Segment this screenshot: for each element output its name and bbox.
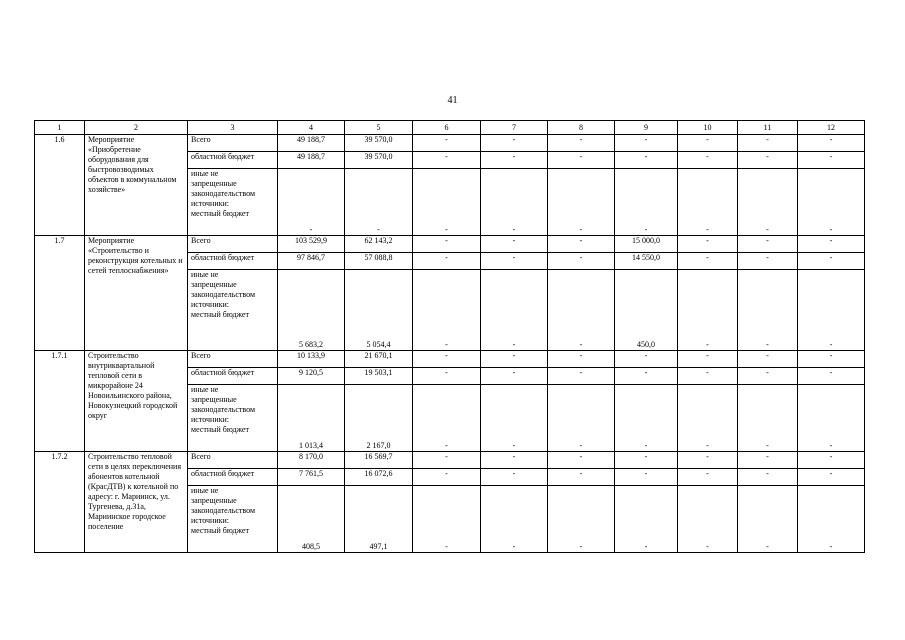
value-cell: 10 133,9 [278, 351, 345, 368]
value-cell: - [798, 169, 865, 236]
value-cell: - [678, 169, 738, 236]
value-cell: - [413, 169, 481, 236]
value-cell: - [738, 385, 798, 452]
value-cell: - [615, 351, 678, 368]
source-other-line: запрещенные [191, 496, 237, 505]
value-cell: - [798, 253, 865, 270]
source-other-line: законодательством [191, 290, 256, 299]
value-cell: 21 670,1 [345, 351, 413, 368]
value-cell: - [738, 236, 798, 253]
source-regional-label: областной бюджет [188, 253, 278, 270]
value-cell: - [481, 236, 548, 253]
table-row [35, 452, 865, 469]
value-cell: 39 570,0 [345, 135, 413, 152]
source-other-line: источники: [191, 199, 229, 208]
value-cell: 450,0 [615, 270, 678, 351]
source-other-line: законодательством [191, 405, 256, 414]
value-cell: - [738, 351, 798, 368]
column-header: 6 [413, 121, 481, 135]
value-cell: - [413, 469, 481, 486]
value-cell: - [615, 385, 678, 452]
source-regional-label: областной бюджет [188, 152, 278, 169]
value-cell: - [481, 469, 548, 486]
value-cell: - [798, 270, 865, 351]
value-cell: 49 188,7 [278, 152, 345, 169]
value-cell: - [413, 368, 481, 385]
column-header: 12 [798, 121, 865, 135]
item-number: 1.7.1 [35, 351, 85, 452]
value-cell: - [548, 486, 615, 553]
column-header: 1 [35, 121, 85, 135]
value-cell: - [798, 452, 865, 469]
source-other-line: законодательством [191, 189, 256, 198]
value-cell: 5 683,2 [278, 270, 345, 351]
source-regional-label: областной бюджет [188, 469, 278, 486]
value-cell: - [481, 385, 548, 452]
value-cell: - [798, 135, 865, 152]
value-cell: - [278, 169, 345, 236]
value-cell: - [345, 169, 413, 236]
column-header: 10 [678, 121, 738, 135]
source-other-line: законодательством [191, 506, 256, 515]
value-cell: - [413, 135, 481, 152]
item-number: 1.6 [35, 135, 85, 236]
value-cell: - [678, 135, 738, 152]
source-other-line: запрещенные [191, 280, 237, 289]
item-name: Мероприятие «Строительство и реконструкция котельных и сетей теплоснабжения» [85, 236, 188, 351]
value-cell: - [678, 351, 738, 368]
value-cell: - [481, 152, 548, 169]
value-cell: - [413, 351, 481, 368]
value-cell: 15 000,0 [615, 236, 678, 253]
item-number: 1.7 [35, 236, 85, 351]
source-other-line: источники: [191, 516, 229, 525]
value-cell: - [798, 236, 865, 253]
value-cell: - [678, 152, 738, 169]
value-cell: - [548, 469, 615, 486]
value-cell: - [548, 253, 615, 270]
value-cell: - [481, 368, 548, 385]
value-cell: - [738, 486, 798, 553]
column-header: 11 [738, 121, 798, 135]
source-other-line: источники: [191, 415, 229, 424]
value-cell: - [678, 236, 738, 253]
value-cell: 57 088,8 [345, 253, 413, 270]
value-cell: 103 529,9 [278, 236, 345, 253]
value-cell: - [481, 270, 548, 351]
item-number: 1.7.2 [35, 452, 85, 553]
column-header: 2 [85, 121, 188, 135]
value-cell: - [798, 351, 865, 368]
column-header: 7 [481, 121, 548, 135]
value-cell: - [615, 452, 678, 469]
value-cell: 16 569,7 [345, 452, 413, 469]
value-cell: - [798, 152, 865, 169]
value-cell: - [738, 169, 798, 236]
value-cell: 14 550,0 [615, 253, 678, 270]
value-cell: 5 054,4 [345, 270, 413, 351]
source-other-label [188, 169, 278, 236]
value-cell: - [413, 452, 481, 469]
value-cell: - [548, 351, 615, 368]
value-cell: - [481, 486, 548, 553]
source-total-label: Всего [188, 351, 278, 368]
table-row [35, 135, 865, 152]
source-local-label: местный бюджет [191, 425, 249, 434]
value-cell: - [798, 469, 865, 486]
value-cell: - [615, 486, 678, 553]
value-cell: - [738, 452, 798, 469]
value-cell: - [548, 368, 615, 385]
value-cell: - [548, 270, 615, 351]
value-cell: 62 143,2 [345, 236, 413, 253]
value-cell: - [738, 253, 798, 270]
column-header: 4 [278, 121, 345, 135]
value-cell: 9 120,5 [278, 368, 345, 385]
value-cell: - [738, 368, 798, 385]
value-cell: - [738, 270, 798, 351]
source-other-line: запрещенные [191, 395, 237, 404]
value-cell: - [678, 469, 738, 486]
source-total-label: Всего [188, 452, 278, 469]
value-cell: - [548, 385, 615, 452]
header-row [35, 121, 865, 135]
column-header: 8 [548, 121, 615, 135]
source-local-label: местный бюджет [191, 526, 249, 535]
value-cell: 2 167,0 [345, 385, 413, 452]
item-name: Строительство внутриквартальной тепловой сети в микрорайоне 24 Новоильинского района, Новокузнецкий городской округ [85, 351, 188, 452]
value-cell: 16 072,6 [345, 469, 413, 486]
value-cell: 8 170,0 [278, 452, 345, 469]
item-name: Строительство тепловой сети в целях переключения абонентов котельной (КрасДТВ) к котельной по адресу: г. Мариинск, ул. Тургенева, д.31а, Мариинское городское поселение [85, 452, 188, 553]
source-other-line: иные не [191, 486, 219, 495]
column-header: 5 [345, 121, 413, 135]
value-cell: - [738, 135, 798, 152]
column-header: 9 [615, 121, 678, 135]
value-cell: 1 013,4 [278, 385, 345, 452]
value-cell: - [678, 486, 738, 553]
table-row [35, 351, 865, 368]
value-cell: - [481, 169, 548, 236]
value-cell: - [678, 385, 738, 452]
value-cell: - [615, 368, 678, 385]
value-cell: - [413, 253, 481, 270]
value-cell: 19 503,1 [345, 368, 413, 385]
budget-table [34, 120, 865, 553]
value-cell: - [413, 270, 481, 351]
source-local-label: местный бюджет [191, 310, 249, 319]
source-other-line: источники: [191, 300, 229, 309]
value-cell: 39 570,0 [345, 152, 413, 169]
value-cell: 408,5 [278, 486, 345, 553]
source-other-line: запрещенные [191, 179, 237, 188]
source-other-label [188, 486, 278, 553]
source-other-label [188, 270, 278, 351]
value-cell: - [798, 368, 865, 385]
table-body [35, 135, 865, 553]
value-cell: - [678, 368, 738, 385]
value-cell: 49 188,7 [278, 135, 345, 152]
value-cell: - [678, 253, 738, 270]
value-cell: - [798, 486, 865, 553]
value-cell: - [481, 253, 548, 270]
value-cell: - [413, 236, 481, 253]
source-total-label: Всего [188, 135, 278, 152]
source-other-line: иные не [191, 169, 219, 178]
value-cell: - [548, 452, 615, 469]
source-other-line: иные не [191, 385, 219, 394]
source-regional-label: областной бюджет [188, 368, 278, 385]
value-cell: - [615, 152, 678, 169]
table-row [35, 236, 865, 253]
value-cell: - [615, 469, 678, 486]
value-cell: 97 846,7 [278, 253, 345, 270]
value-cell: 7 761,5 [278, 469, 345, 486]
value-cell: - [548, 152, 615, 169]
value-cell: - [678, 270, 738, 351]
source-local-label: местный бюджет [191, 209, 249, 218]
source-other-label [188, 385, 278, 452]
value-cell: - [738, 469, 798, 486]
value-cell: - [548, 236, 615, 253]
value-cell: - [548, 135, 615, 152]
value-cell: - [413, 385, 481, 452]
value-cell: - [615, 135, 678, 152]
value-cell: - [413, 486, 481, 553]
source-other-line: иные не [191, 270, 219, 279]
value-cell: - [615, 169, 678, 236]
value-cell: - [413, 152, 481, 169]
value-cell: - [481, 351, 548, 368]
value-cell: - [738, 152, 798, 169]
value-cell: - [548, 169, 615, 236]
value-cell: 497,1 [345, 486, 413, 553]
value-cell: - [798, 385, 865, 452]
value-cell: - [481, 135, 548, 152]
value-cell: - [678, 452, 738, 469]
item-name: Мероприятие «Приобретение оборудования для быстровозводимых объектов в коммунальном хозяйстве» [85, 135, 188, 236]
column-header: 3 [188, 121, 278, 135]
value-cell: - [481, 452, 548, 469]
page-number: 41 [447, 95, 458, 106]
source-total-label: Всего [188, 236, 278, 253]
